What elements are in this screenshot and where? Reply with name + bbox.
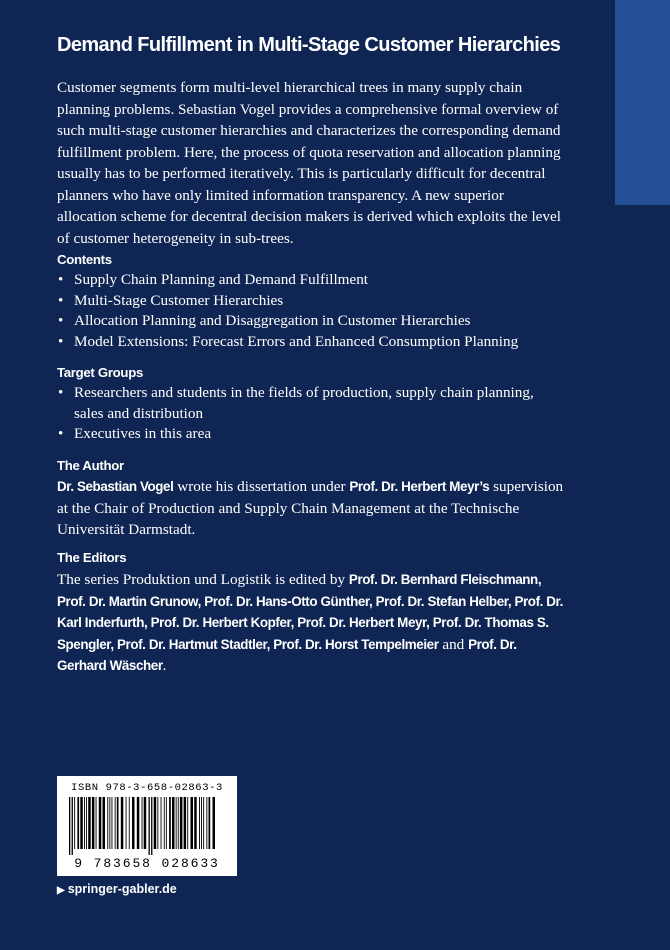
- list-item: • Allocation Planning and Disaggregation in Customer Hierarchies: [57, 311, 557, 332]
- list-item: • Researchers and students in the fields of production, supply chain planning, sales and distribution: [57, 383, 547, 424]
- book-title: Demand Fulfillment in Multi-Stage Customer Hierarchies: [57, 34, 561, 56]
- triangle-right-icon: ▶: [57, 885, 65, 896]
- list-item: • Supply Chain Planning and Demand Fulfillment: [57, 270, 557, 291]
- website-url: springer-gabler.de: [67, 882, 177, 896]
- contents-heading: Contents: [57, 252, 112, 267]
- target-groups-heading: Target Groups: [57, 365, 143, 380]
- isbn-barcode: [57, 776, 237, 876]
- list-item: • Model Extensions: Forecast Errors and Enhanced Consumption Planning: [57, 332, 557, 353]
- list-item: • Executives in this area: [57, 424, 547, 445]
- author-text: wrote his dissertation under: [173, 478, 350, 495]
- publisher-website[interactable]: [57, 882, 177, 896]
- barcode-bars: [67, 797, 227, 855]
- editors-and: and: [438, 635, 469, 653]
- editors-names: Prof. Dr. Bernhard Fleischmann, Prof. Dr. Martin Grunow, Prof. Dr. Hans-Otto Günther, Prof. Dr. Stefan Helber, Prof. Dr. Karl Inderfurth, Prof. Dr. Herbert Kopfer, Prof. Dr. Herbert Meyr, Prof. Dr. Thomas S. Spengler, Prof. Dr. Hartmut Stadtler, Prof. Dr. Horst Tempelmeier: [57, 572, 563, 652]
- author-text: supervision at the Chair of Production and Supply Chain Management at the Technische Universität Darmstadt.: [57, 478, 564, 538]
- target-groups-list: [57, 383, 547, 445]
- author-bio: [57, 476, 567, 541]
- supervisor-name: Prof. Dr. Herbert Meyr’s: [349, 479, 490, 494]
- color-tab: [615, 0, 670, 205]
- editors-end: .: [162, 657, 167, 674]
- isbn-label: ISBN 978-3-658-02863-3: [71, 782, 223, 794]
- author-heading: The Author: [57, 458, 124, 473]
- contents-list: [57, 270, 557, 352]
- author-name: Dr. Sebastian Vogel: [57, 479, 174, 494]
- list-item: • Multi-Stage Customer Hierarchies: [57, 291, 557, 312]
- editors-intro: The series Produktion und Logistik is edited by: [57, 571, 349, 588]
- editors-heading: The Editors: [57, 550, 127, 565]
- barcode-digits: 9 783658 028633: [74, 856, 220, 871]
- editors-last-name: Prof. Dr. Gerhard Wäscher: [57, 636, 517, 673]
- editors-text: [57, 569, 567, 677]
- book-abstract: Customer segments form multi-level hierarchical trees in many supply chain planning problems. Sebastian Vogel provides a comprehensive formal overview of such multi-stage customer hierarchies and characterizes the corresponding demand fulfillment problem. Here, the process of quota reservation and allocation planning usually has to be performed iteratively. This is particularly difficult for decentral planners who have only limited information transparency. A new superior allocation scheme for decentral decision makers is derived which exploits the level of customer heterogeneity in sub-trees.: [57, 79, 561, 247]
